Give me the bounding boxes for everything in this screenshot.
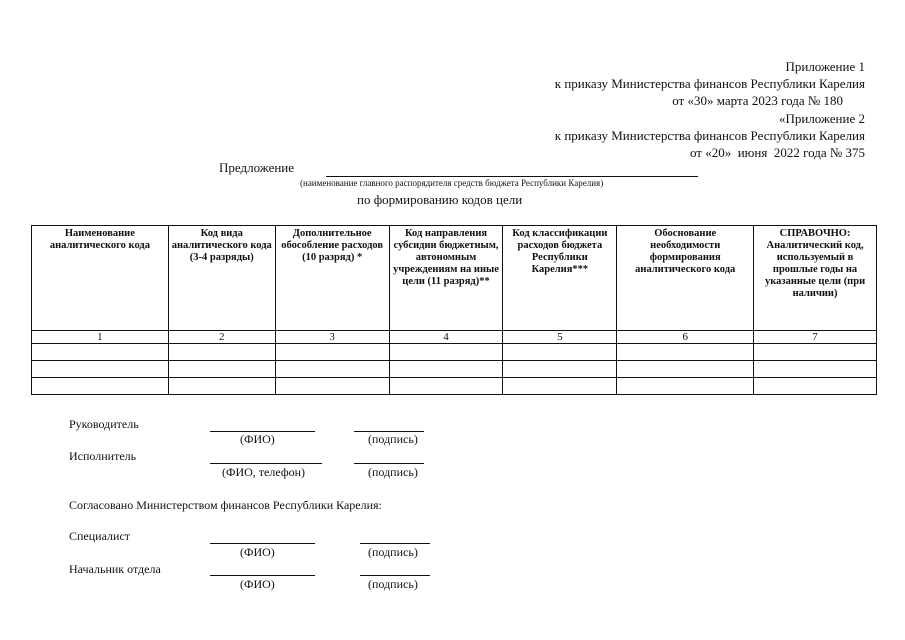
- table-cell[interactable]: [617, 361, 754, 378]
- column-header: Обоснование необходимости формирования аналитического кода: [617, 226, 754, 331]
- column-number: 5: [503, 331, 617, 344]
- table-row: [32, 378, 877, 395]
- table-cell[interactable]: [754, 344, 877, 361]
- column-number-row: [32, 331, 877, 344]
- header-line-3: от «30» марта 2023 года № 180: [672, 93, 843, 108]
- organization-caption: (наименование главного распорядителя средств бюджета Республики Карелия): [300, 178, 604, 188]
- table-cell[interactable]: [617, 378, 754, 395]
- dept-head-fio-line[interactable]: [210, 575, 315, 576]
- table-cell[interactable]: [168, 378, 275, 395]
- column-number: 6: [617, 331, 754, 344]
- agreed-label: Согласовано Министерством финансов Республики Карелия:: [69, 498, 382, 512]
- codes-table: [31, 225, 877, 395]
- table-cell[interactable]: [754, 378, 877, 395]
- header-line-4: «Приложение 2: [778, 111, 865, 126]
- sign-caption: (подпись): [368, 545, 418, 559]
- table-header-row: [32, 226, 877, 331]
- table-cell[interactable]: [754, 361, 877, 378]
- table-cell[interactable]: [275, 361, 389, 378]
- column-header: Код классификации расходов бюджета Республики Карелия***: [503, 226, 617, 331]
- executor-sign-line[interactable]: [354, 463, 424, 464]
- header-line-5: к приказу Министерства финансов Республики Карелия: [554, 128, 865, 143]
- table-cell[interactable]: [275, 378, 389, 395]
- organization-name-line: [326, 176, 698, 177]
- proposal-label: Предложение: [219, 160, 295, 175]
- column-number: 3: [275, 331, 389, 344]
- column-number: 1: [32, 331, 169, 344]
- column-header: Код вида аналитического кода (3-4 разряды): [168, 226, 275, 331]
- table-cell[interactable]: [168, 344, 275, 361]
- table-cell[interactable]: [389, 378, 503, 395]
- table-cell[interactable]: [389, 344, 503, 361]
- table-row: [32, 344, 877, 361]
- table-cell[interactable]: [503, 378, 617, 395]
- dept-head-sign-line[interactable]: [360, 575, 430, 576]
- sign-caption: (подпись): [368, 465, 418, 479]
- table-cell[interactable]: [168, 361, 275, 378]
- column-number: 4: [389, 331, 503, 344]
- column-number: 2: [168, 331, 275, 344]
- specialist-fio-line[interactable]: [210, 543, 315, 544]
- sign-caption: (подпись): [368, 432, 418, 446]
- header-line-1: Приложение 1: [785, 59, 865, 74]
- table-cell[interactable]: [503, 344, 617, 361]
- dept-head-label: Начальник отдела: [69, 562, 161, 576]
- head-label: Руководитель: [69, 417, 139, 431]
- table-cell[interactable]: [389, 361, 503, 378]
- specialist-sign-line[interactable]: [360, 543, 430, 544]
- header-line-2: к приказу Министерства финансов Республики Карелия: [554, 76, 865, 91]
- executor-label: Исполнитель: [69, 449, 137, 463]
- table-cell[interactable]: [617, 344, 754, 361]
- fio-caption: (ФИО): [240, 577, 275, 591]
- fio-phone-caption: (ФИО, телефон): [222, 465, 306, 479]
- column-number: 7: [754, 331, 877, 344]
- sign-caption: (подпись): [368, 577, 418, 591]
- executor-fio-line[interactable]: [210, 463, 322, 464]
- table-cell[interactable]: [503, 361, 617, 378]
- table-cell[interactable]: [32, 361, 169, 378]
- column-header: Наименование аналитического кода: [32, 226, 169, 331]
- table-cell[interactable]: [275, 344, 389, 361]
- column-header: Код направления субсидии бюджетным, автономным учреждениям на иные цели (11 разряд)**: [389, 226, 503, 331]
- column-header: СПРАВОЧНО: Аналитический код, используемый в прошлые годы на указанные цели (при наличии): [754, 226, 877, 331]
- table-cell[interactable]: [32, 344, 169, 361]
- fio-caption: (ФИО): [240, 545, 275, 559]
- table-row: [32, 361, 877, 378]
- specialist-label: Специалист: [69, 529, 131, 543]
- column-header: Дополнительное обособление расходов (10 разряд) *: [275, 226, 389, 331]
- table-cell[interactable]: [32, 378, 169, 395]
- header-line-6: от «20» июня 2022 года № 375: [689, 145, 865, 160]
- page-subtitle: по формированию кодов цели: [357, 192, 523, 207]
- fio-caption: (ФИО): [240, 432, 275, 446]
